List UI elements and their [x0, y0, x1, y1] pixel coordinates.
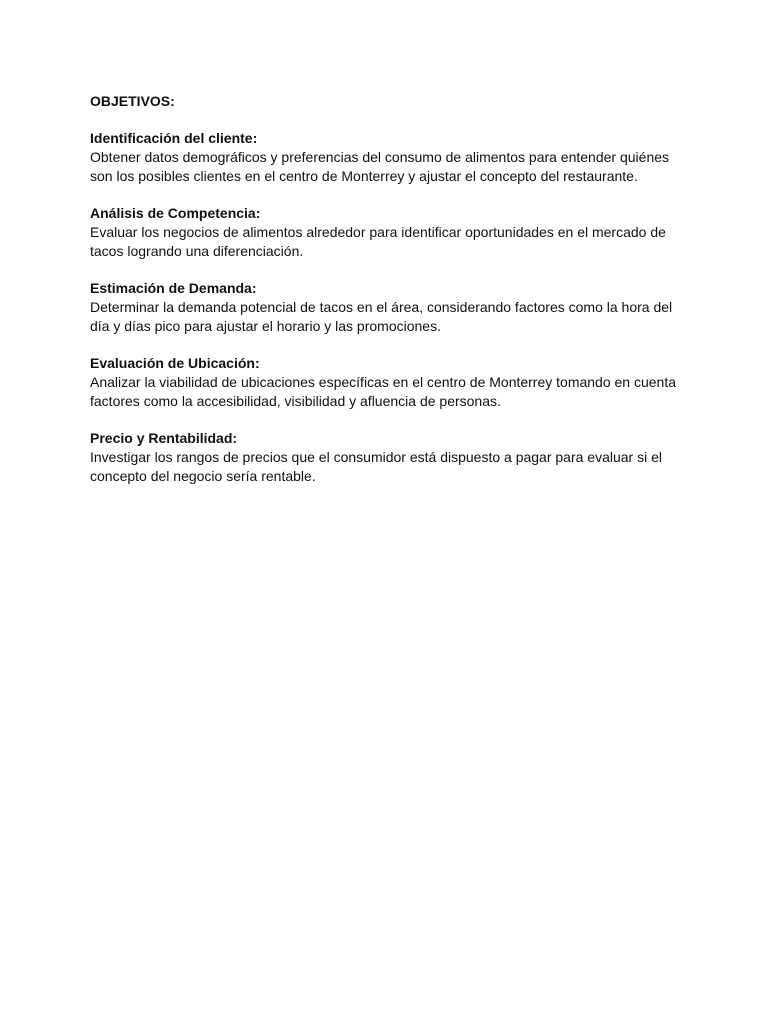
section-analisis-competencia: [90, 204, 678, 261]
section-identificacion-cliente: [90, 129, 678, 186]
section-precio-rentabilidad: [90, 429, 678, 486]
section-heading: Análisis de Competencia:: [90, 205, 261, 221]
document-content: [90, 92, 678, 504]
section-heading: Evaluación de Ubicación:: [90, 355, 260, 371]
section-heading: Precio y Rentabilidad:: [90, 430, 238, 446]
section-estimacion-demanda: [90, 279, 678, 336]
section-body: Evaluar los negocios de alimentos alrededor para identificar oportunidades en el mercado de tacos logrando una diferenciación.: [90, 224, 666, 259]
section-body: Investigar los rangos de precios que el consumidor está dispuesto a pagar para evaluar si el concepto del negocio sería rentable.: [90, 449, 662, 484]
section-heading: Identificación del cliente:: [90, 130, 258, 146]
section-heading: Estimación de Demanda:: [90, 280, 257, 296]
document-title: OBJETIVOS:: [90, 93, 175, 109]
section-body: Analizar la viabilidad de ubicaciones específicas en el centro de Monterrey tomando en cuenta factores como la accesibilidad, visibilidad y afluencia de personas.: [90, 374, 677, 409]
section-evaluacion-ubicacion: [90, 354, 678, 411]
section-body: Obtener datos demográficos y preferencias del consumo de alimentos para entender quiénes son los posibles clientes en el centro de Monterrey y ajustar el concepto del restaurante.: [90, 149, 670, 184]
section-body: Determinar la demanda potencial de tacos en el área, considerando factores como la hora del día y días pico para ajustar el horario y las promociones.: [90, 299, 673, 334]
